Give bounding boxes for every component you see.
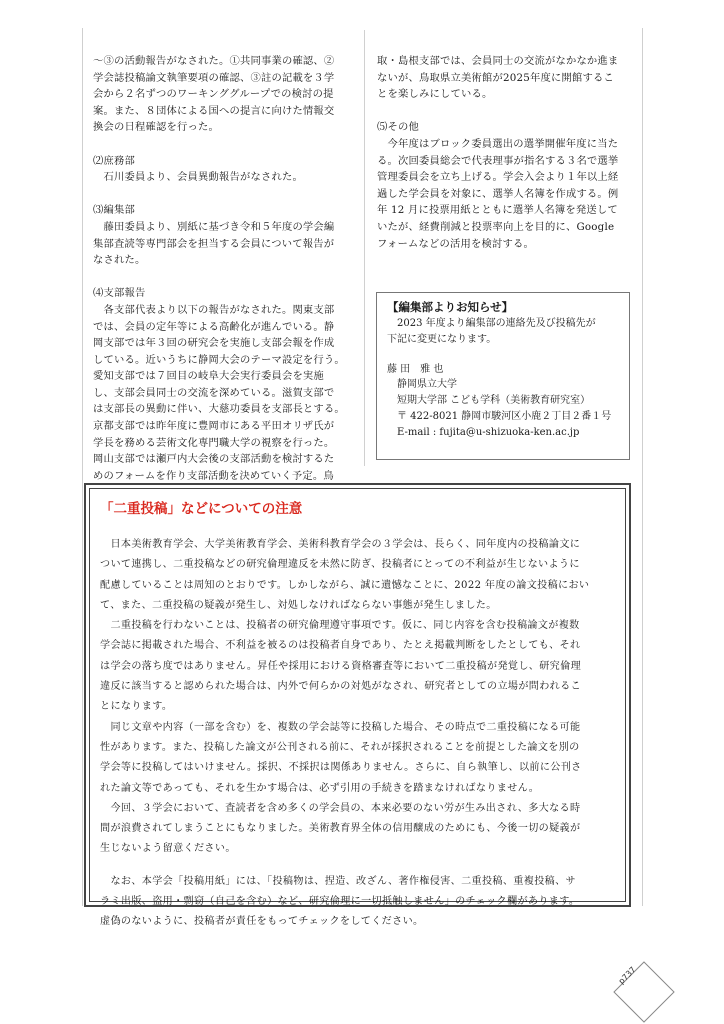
right-column-text bbox=[377, 53, 635, 252]
page-margin-rule-right bbox=[642, 28, 643, 906]
editorial-notice-title: 【編集部よりお知らせ】 bbox=[387, 300, 514, 314]
warning-text-line: て、また、二重投稿の疑義が発生し、対処しなければならない事態が発生しました。 bbox=[100, 599, 497, 611]
text-line: 学会誌投稿論文執筆要項の確認、③註の記載を３学 bbox=[93, 71, 335, 84]
text-line: は支部長の異動に伴い、大慈功委員を支部長とする。 bbox=[93, 403, 345, 416]
warning-text-line: 二重投稿を行わないことは、投稿者の研究倫理遵守事項です。仮に、同じ内容を含む投稿論文が複数 bbox=[100, 620, 580, 632]
editor-affiliation: 短期大学部 こども学科（美術教育研究室） bbox=[387, 395, 591, 407]
warning-text-line: 違反に該当すると認められた場合は、内外で何らかの対処がなされ、研究者としての立場が問われるこ bbox=[100, 681, 582, 693]
text-line: る。次回委員総会で代表理事が指名する３名で選挙 bbox=[377, 154, 619, 167]
warning-text-line: 虚偽のないように、投稿者が責任をもってチェックをしてください。 bbox=[100, 916, 424, 928]
warning-text-line: 間が浪費されてしまうことにもなりました。美術教育界全体の信用醸成のためにも、今後一切の疑義が bbox=[100, 823, 581, 835]
warning-text-line: 今回、３学会において、査読者を含め多くの学会員の、本来必要のない労が生み出され、多大なる時 bbox=[100, 802, 581, 814]
spacer bbox=[93, 186, 351, 203]
warning-text-line: 生じないよう留意ください。 bbox=[100, 843, 236, 855]
text-line: 会から２名ずつのワーキンググループでの検討の提 bbox=[93, 88, 334, 101]
warning-text-line: は学会の落ち度ではありません。昇任や採用における資格審査等において二重投稿が発覚し、研究倫理 bbox=[100, 660, 582, 672]
text-line: 学長を務める芸術文化専門職大学の視察を行った。 bbox=[93, 436, 335, 449]
text-line: 岡支部では年３回の研究会を実施し支部会報を作成 bbox=[93, 337, 335, 350]
page-number: p737 bbox=[616, 965, 638, 986]
page-margin-rule-left bbox=[82, 28, 83, 906]
text-line: 石川委員より、会員異動報告がなされた。 bbox=[93, 171, 303, 184]
text-line: 今年度はブロック委員選出の選挙開催年度に当た bbox=[377, 137, 619, 150]
duplicate-submission-warning-box bbox=[84, 483, 631, 928]
section-heading-branch-reports: ⑷支部報告 bbox=[93, 287, 146, 300]
text-line: 藤田委員より、別紙に基づき令和５年度の学会編 bbox=[93, 220, 335, 233]
text-line: では、会員の定年等による高齢化が進んでいる。静 bbox=[93, 320, 335, 333]
text-line: 年 12 月に投票用紙とともに選挙人名簿を発送して bbox=[377, 204, 618, 217]
warning-text-line: なお、本学会「投稿用紙」には、「投稿物は、捏造、改ざん、著作権侵害、二重投稿、重複投稿、サ bbox=[100, 875, 576, 887]
page-number-marker bbox=[613, 961, 675, 1023]
text-line: 過した学会員を対象に、選挙人名簿を作成する。例 bbox=[377, 187, 619, 200]
warning-text-line: 学会等に投稿してはいけません。採択、不採択は関係ありません。さらに、自ら執筆し、以前に公刊さ bbox=[100, 762, 582, 774]
text-line: 案。また、８団体による国への提言に向けた情報交 bbox=[93, 104, 335, 117]
text-line: ないが、鳥取県立美術館が2025年度に開館するこ bbox=[377, 71, 614, 84]
left-column-text bbox=[93, 53, 351, 484]
spacer bbox=[377, 103, 635, 120]
warning-body bbox=[100, 535, 615, 933]
editorial-notice-text: 2023 年度より編集部の連絡先及び投稿先が bbox=[387, 318, 596, 329]
page-number-diamond-icon bbox=[613, 961, 675, 1023]
text-line: いたが、経費削減と投票率向上を目的に、Google bbox=[377, 220, 615, 233]
spacer bbox=[93, 269, 351, 286]
text-line: 集部査読等専門部会を担当する会員について報告が bbox=[93, 237, 335, 250]
spacer bbox=[100, 860, 615, 872]
warning-text-line: 配慮していることは周知のとおりです。しかしながら、誠に遺憾なことに、2022 年度の論文投稿におい bbox=[100, 579, 590, 591]
warning-text-line: 学会誌に掲載された場合、不利益を被るのは投稿者自身であり、たとえ掲載判断をしたとしても、それ bbox=[100, 640, 581, 652]
spacer bbox=[93, 136, 351, 153]
text-line: なされた。 bbox=[93, 254, 146, 267]
editor-name: 藤 田 雅 也 bbox=[387, 363, 444, 375]
column-separator bbox=[364, 30, 365, 466]
warning-text-line: 日本美術教育学会、大学美術教育学会、美術科教育学会の３学会は、長らく、同年度内の投稿論文に bbox=[100, 539, 581, 550]
text-line: めのフォームを作り支部活動を決めていく予定。鳥 bbox=[93, 469, 334, 482]
section-heading-other: ⑸その他 bbox=[377, 121, 419, 134]
text-line: ～③の活動報告がなされた。①共同事業の確認、② bbox=[93, 55, 335, 67]
warning-text-line: 同じ文章や内容（一部を含む）を、複数の学会誌等に投稿した場合、その時点で二重投稿になる可能 bbox=[100, 721, 581, 733]
editorial-notice-box bbox=[376, 292, 630, 460]
warning-box-inner bbox=[89, 488, 626, 928]
text-line: 取・島根支部では、会員同士の交流がなかなか進ま bbox=[377, 55, 619, 67]
text-line: 愛知支部では７回目の岐阜大会実行委員会を実施 bbox=[93, 370, 324, 383]
editorial-notice-text: 下記に変更になります。 bbox=[387, 333, 497, 345]
text-line: している。近いうちに静岡大会のテーマ設定を行う。 bbox=[93, 353, 345, 366]
text-line: 岡山支部では瀬戸内大会後の支部活動を検討するた bbox=[93, 453, 335, 466]
text-line: 管理委員会を立ち上げる。学会入会より１年以上経 bbox=[377, 171, 619, 184]
warning-text-line: ついて連携し、二重投稿などの研究倫理違反を未然に防ぎ、投稿者にとっての不利益が生じないように bbox=[100, 559, 580, 571]
editor-email: E-mail : fujita@u-shizuoka-ken.ac.jp bbox=[387, 426, 580, 438]
section-heading-editorial: ⑶編集部 bbox=[93, 204, 135, 217]
text-line: 換会の日程確認を行った。 bbox=[93, 121, 219, 134]
text-line: し、支部会員同士の交流を深めている。滋賀支部で bbox=[93, 386, 335, 399]
warning-text-line: ラミ出版、盗用・剽窃（自己を含む）など、研究倫理に一切抵触しません」のチェック欄があります。 bbox=[100, 896, 580, 908]
warning-text-line: れた論文等であっても、それを生かす場合は、必ず引用の手続きを踏まなければなりません。 bbox=[100, 782, 540, 794]
warning-title: 「二重投稿」などについての注意 bbox=[100, 501, 303, 517]
warning-text-line: 性があります。また、投稿した論文が公刊される前に、それが採択されることを前提とした論文を別の bbox=[100, 741, 580, 753]
text-line: 京都支部では昨年度に豊岡市にある平田オリザ氏が bbox=[93, 420, 335, 433]
text-line: フォームなどの活用を検討する。 bbox=[377, 237, 534, 250]
section-heading-general-affairs: ⑵庶務部 bbox=[93, 154, 135, 167]
text-line: 各支部代表より以下の報告がなされた。関東支部 bbox=[93, 303, 335, 316]
warning-text-line: とになります。 bbox=[100, 701, 173, 713]
editor-address: 〒 422-8021 静岡市駿河区小鹿２丁目２番１号 bbox=[387, 410, 612, 422]
editor-affiliation: 静岡県立大学 bbox=[387, 379, 457, 391]
text-line: とを楽しみにしている。 bbox=[377, 88, 493, 101]
